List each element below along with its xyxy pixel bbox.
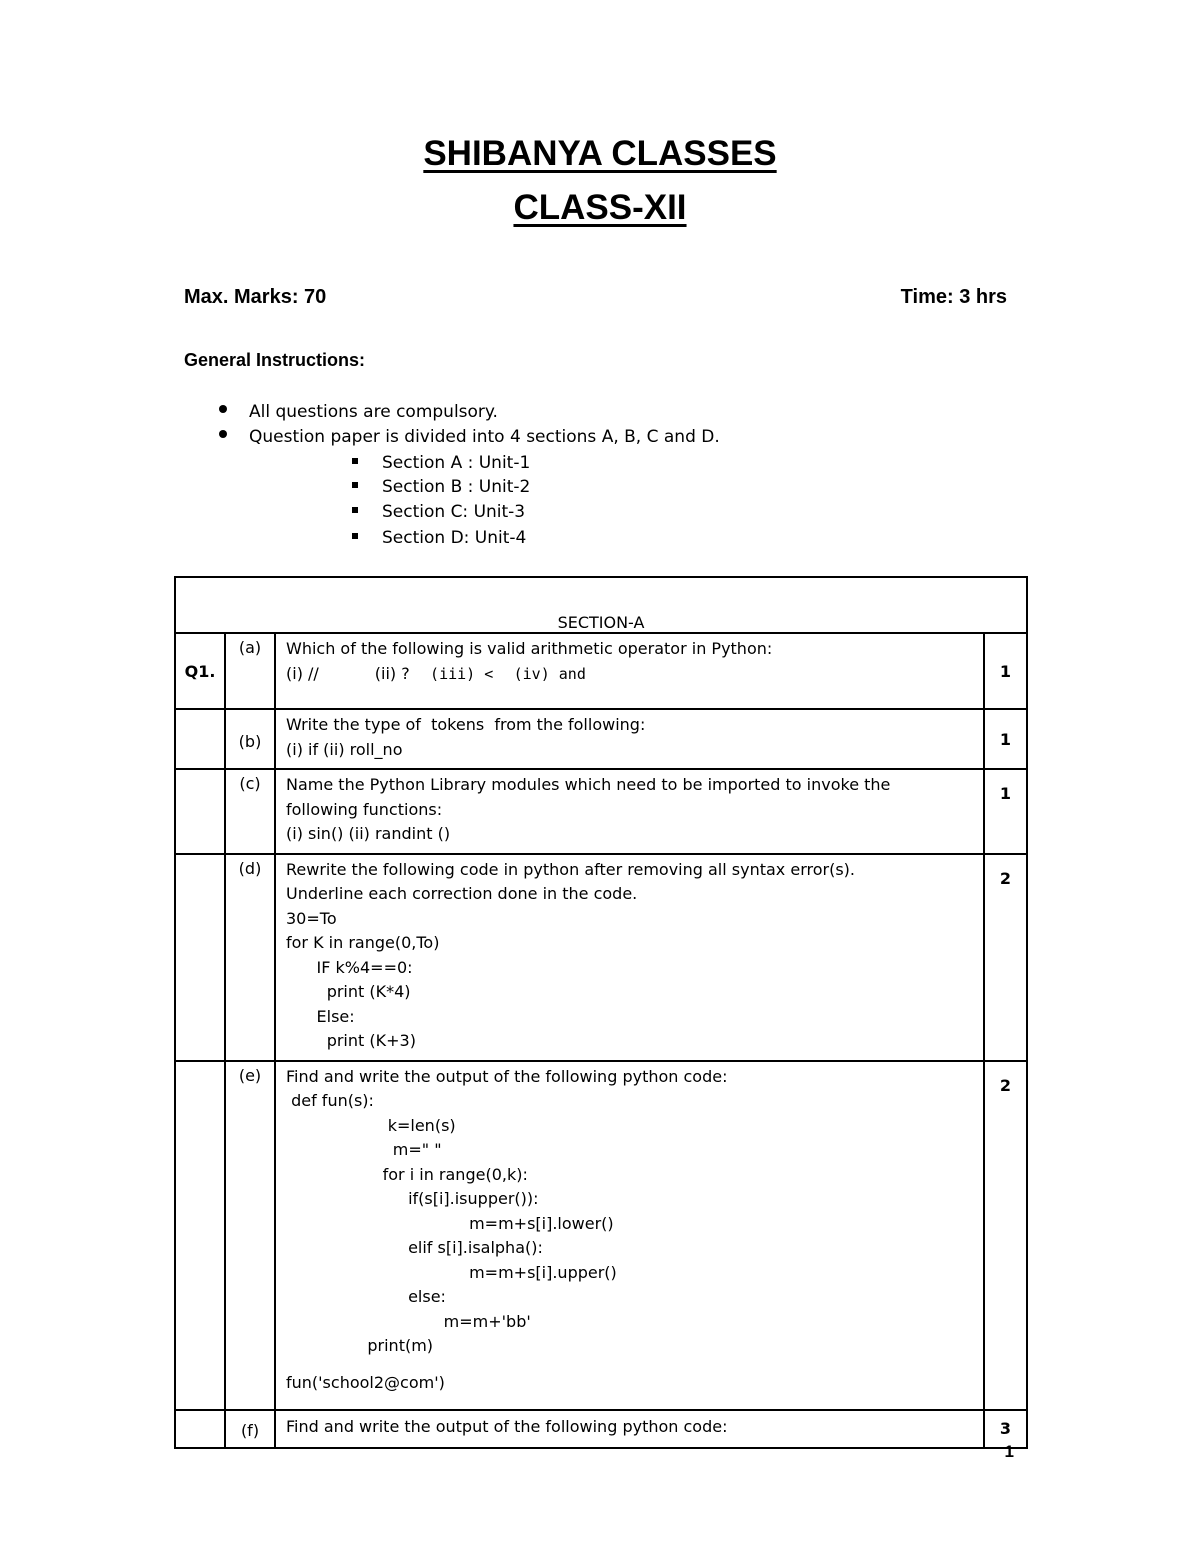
table-row xyxy=(175,769,1027,854)
max-marks: Max. Marks: 70 xyxy=(184,286,327,308)
section-title: SECTION-A xyxy=(175,577,1027,633)
part-label: (d) xyxy=(225,854,275,1061)
part-label: (c) xyxy=(225,769,275,854)
question-text: Name the Python Library modules which need to be imported to invoke the following functions: (i) sin() (ii) randint () xyxy=(275,769,984,854)
part-label: (b) xyxy=(225,709,275,769)
marks: 3 xyxy=(984,1410,1027,1448)
marks: 1 xyxy=(984,633,1027,709)
marks: 1 xyxy=(984,709,1027,769)
marks: 2 xyxy=(984,854,1027,1061)
bullet-icon xyxy=(219,430,227,438)
bullet-icon xyxy=(219,405,227,413)
part-label: (e) xyxy=(225,1061,275,1410)
question-text: Find and write the output of the following python code: xyxy=(275,1410,984,1448)
marks: 1 xyxy=(984,769,1027,854)
page-number: 1 xyxy=(1004,1442,1014,1461)
time-allowed: Time: 3 hrs xyxy=(900,286,1007,308)
marks: 2 xyxy=(984,1061,1027,1410)
section-header-row xyxy=(175,577,1027,633)
question-text: Which of the following is valid arithmetic operator in Python: (i) // (ii) ? (iii) < (iv) and xyxy=(275,633,984,709)
question-text: Find and write the output of the following python code: def fun(s): k=len(s) m=" " for i in range(0,k): if(s[i].isupper()): m=m+s[i].lower() elif s[i].isalpha(): m=m+s[i].upper() else: m=m+'bb' print(m) fun('school2@com') xyxy=(275,1061,984,1410)
square-bullet-icon xyxy=(352,507,358,513)
instructions-heading: General Instructions: xyxy=(184,350,366,370)
question-table xyxy=(174,576,1028,1449)
table-row xyxy=(175,1410,1027,1448)
options-line: (i) // (ii) ? (iii) < (iv) and xyxy=(286,663,586,683)
square-bullet-icon xyxy=(352,533,358,539)
question-text: Rewrite the following code in python after removing all syntax error(s). Underline each correction done in the code. 30=To for K in range(0,To) IF k%4==0: print (K*4) Else: print (K+3) xyxy=(275,854,984,1061)
institute-title: SHIBANYA CLASSES xyxy=(423,134,777,173)
question-text: Write the type of tokens from the following: (i) if (ii) roll_no xyxy=(275,709,984,769)
part-label: (f) xyxy=(225,1410,275,1448)
table-row xyxy=(175,1061,1027,1410)
table-row xyxy=(175,633,1027,709)
class-title: CLASS-XII xyxy=(513,188,687,227)
part-label: (a) xyxy=(225,633,275,709)
table-row xyxy=(175,709,1027,769)
square-bullet-icon xyxy=(352,482,358,488)
table-row xyxy=(175,854,1027,1061)
question-number: Q1. xyxy=(175,633,225,709)
square-bullet-icon xyxy=(352,458,358,464)
